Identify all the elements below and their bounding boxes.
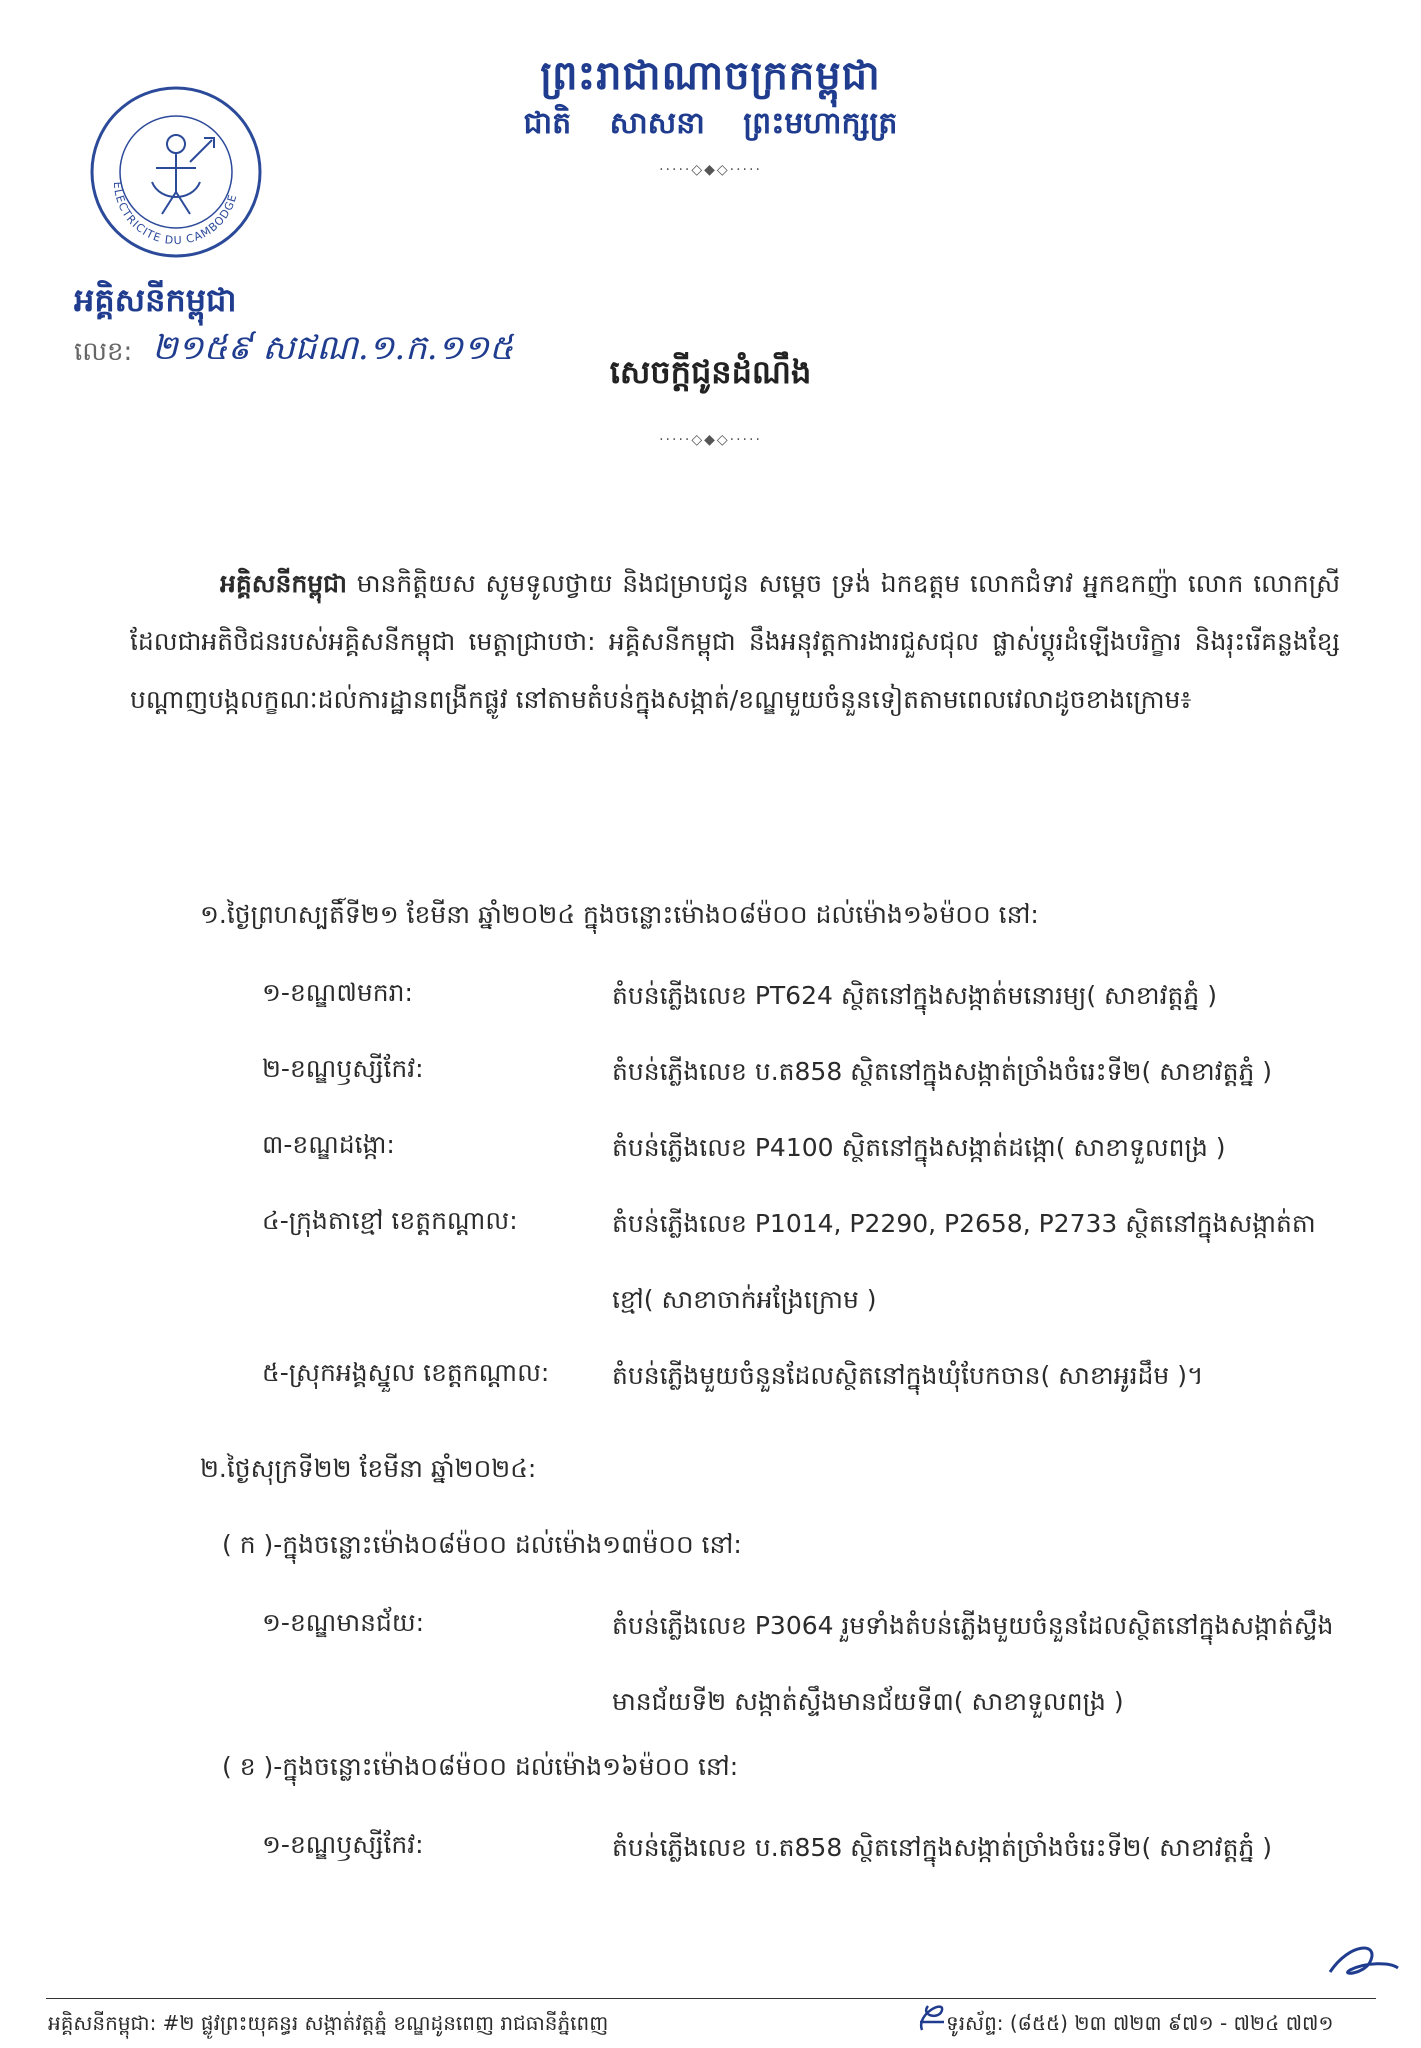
day1-item-1-detail: តំបន់ភ្លើងលេខ PT624 ស្ថិតនៅក្នុងសង្កាត់មនោរម្យ( សាខាវត្តភ្នំ ) — [612, 981, 1217, 1010]
day2-subheading-a: ( ក )-ក្នុងចន្លោះម៉ោង០៨ម៉០០ ដល់ម៉ោង១៣ម៉០០ នៅ: — [222, 1530, 742, 1559]
day1-item-4-detail: តំបន់ភ្លើងលេខ P1014, P2290, P2658, P2733 ស្ថិតនៅក្នុងសង្កាត់តាខ្មៅ( សាខាចាក់អង្រែក្រោម ) — [612, 1209, 1316, 1314]
day2-subheading-b: ( ខ )-ក្នុងចន្លោះម៉ោង០៨ម៉០០ ដល់ម៉ោង១៦ម៉០០ នៅ: — [222, 1752, 739, 1781]
day1-item-4-location: ៤-ក្រុងតាខ្មៅ ខេត្តកណ្តាល: — [262, 1206, 518, 1235]
day1-item-3-detail: តំបន់ភ្លើងលេខ P4100 ស្ថិតនៅក្នុងសង្កាត់ដង្កោ( សាខាទួលពង្រ ) — [612, 1133, 1226, 1162]
initial-mark — [914, 1994, 950, 2038]
kingdom-heading: ព្រះរាជាណាចក្រកម្ពុជា — [540, 53, 881, 99]
reference-label: លេខ: — [74, 337, 133, 367]
title-ornament: ·····◇◆◇····· — [659, 432, 762, 448]
seal-text: ELECTRICITE DU CAMBODGE — [110, 181, 240, 248]
day2-b-item-1-location: ១-ខណ្ឌឫស្សីកែវ: — [262, 1830, 424, 1859]
day1-item-2-detail: តំបន់ភ្លើងលេខ ប.ត858 ស្ថិតនៅក្នុងសង្កាត់ច្រាំងចំរេះទី២( សាខាវត្តភ្នំ ) — [612, 1057, 1273, 1086]
day1-item-2-location: ២-ខណ្ឌឫស្សីកែវ: — [262, 1054, 424, 1083]
header-ornament: ·····◇◆◇····· — [659, 162, 762, 178]
day1-item-1-location: ១-ខណ្ឌ៧មករា: — [262, 978, 413, 1007]
national-motto: ជាតិ សាសនា ព្រះមហាក្សត្រ — [523, 106, 898, 141]
day2-b-item-1-detail: តំបន់ភ្លើងលេខ ប.ត858 ស្ថិតនៅក្នុងសង្កាត់ច្រាំងចំរេះទី២( សាខាវត្តភ្នំ ) — [612, 1833, 1273, 1862]
day1-item-3-location: ៣-ខណ្ឌដង្កោ: — [262, 1130, 395, 1159]
reference-number: ២១៥៩ សជណ.១.ក.១១៥ — [152, 328, 514, 368]
day1-item-5-detail: តំបន់ភ្លើងមួយចំនួនដែលស្ថិតនៅក្នុងឃុំបែកចាន( សាខាអូរដឹម )។ — [612, 1361, 1204, 1390]
handwritten-initial — [1320, 1932, 1404, 1988]
document-title: សេចក្តីជូនដំណឹង — [609, 353, 812, 391]
edc-seal-logo — [86, 82, 266, 262]
intro-text: មានកិត្តិយស សូមទូលថ្វាយ និងជម្រាបជូន សម្តេច ទ្រង់ ឯកឧត្តម លោកជំទាវ អ្នកឧកញ៉ា លោក លោកស្រី ដែលជាអតិថិជនរបស់អគ្គិសនីកម្ពុជា មេត្តាជ្រាបថា: អគ្គិសនីកម្ពុជា នឹងអនុវត្តការងារជួសជុល ផ្លាស់ប្តូរដំឡើងបរិក្ខារ និងរុះរើគន្លងខ្សែបណ្តាញបង្កលក្ខណៈដល់ការដ្ឋានពង្រីកផ្លូវ នៅតាមតំបន់ក្នុងសង្កាត់/ខណ្ឌមួយចំនួនទៀតតាមពេលវេលាដូចខាងក្រោម៖ — [130, 569, 1340, 714]
day1-heading: ១.ថ្ងៃព្រហស្បតិ៍ទី២១ ខែមីនា ឆ្នាំ២០២៤ ក្នុងចន្លោះម៉ោង០៨ម៉០០ ដល់ម៉ោង១៦ម៉០០ នៅ: — [200, 900, 1039, 929]
intro-org-name: អគ្គិសនីកម្ពុជា — [220, 569, 347, 598]
intro-paragraph — [130, 555, 1340, 729]
footer-address: អគ្គិសនីកម្ពុជា: #២ ផ្លូវព្រះយុគន្ធរ សង្កាត់វត្តភ្នំ ខណ្ឌដូនពេញ រាជធានីភ្នំពេញ — [48, 2011, 609, 2035]
day2-heading: ២.ថ្ងៃសុក្រទី២២ ខែមីនា ឆ្នាំ២០២៤: — [200, 1454, 537, 1483]
footer-phone: ទូរស័ព្ទ: (៨៥៥) ២៣ ៧២៣ ៩៧១ - ៧២៤ ៧៧១ — [946, 2011, 1334, 2035]
day1-item-5-location: ៥-ស្រុកអង្គស្នួល ខេត្តកណ្តាល: — [262, 1358, 550, 1387]
day2-a-item-1-location: ១-ខណ្ឌមានជ័យ: — [262, 1608, 425, 1637]
day2-a-item-1-detail: តំបន់ភ្លើងលេខ P3064 រួមទាំងតំបន់ភ្លើងមួយចំនួនដែលស្ថិតនៅក្នុងសង្កាត់ស្ទឹងមានជ័យទី២ សង្កាត់ស្ទឹងមានជ័យទី៣( សាខាទួលពង្រ ) — [612, 1611, 1334, 1716]
organization-name: អគ្គិសនីកម្ពុជា — [74, 281, 237, 319]
footer-rule — [46, 1998, 1376, 1999]
